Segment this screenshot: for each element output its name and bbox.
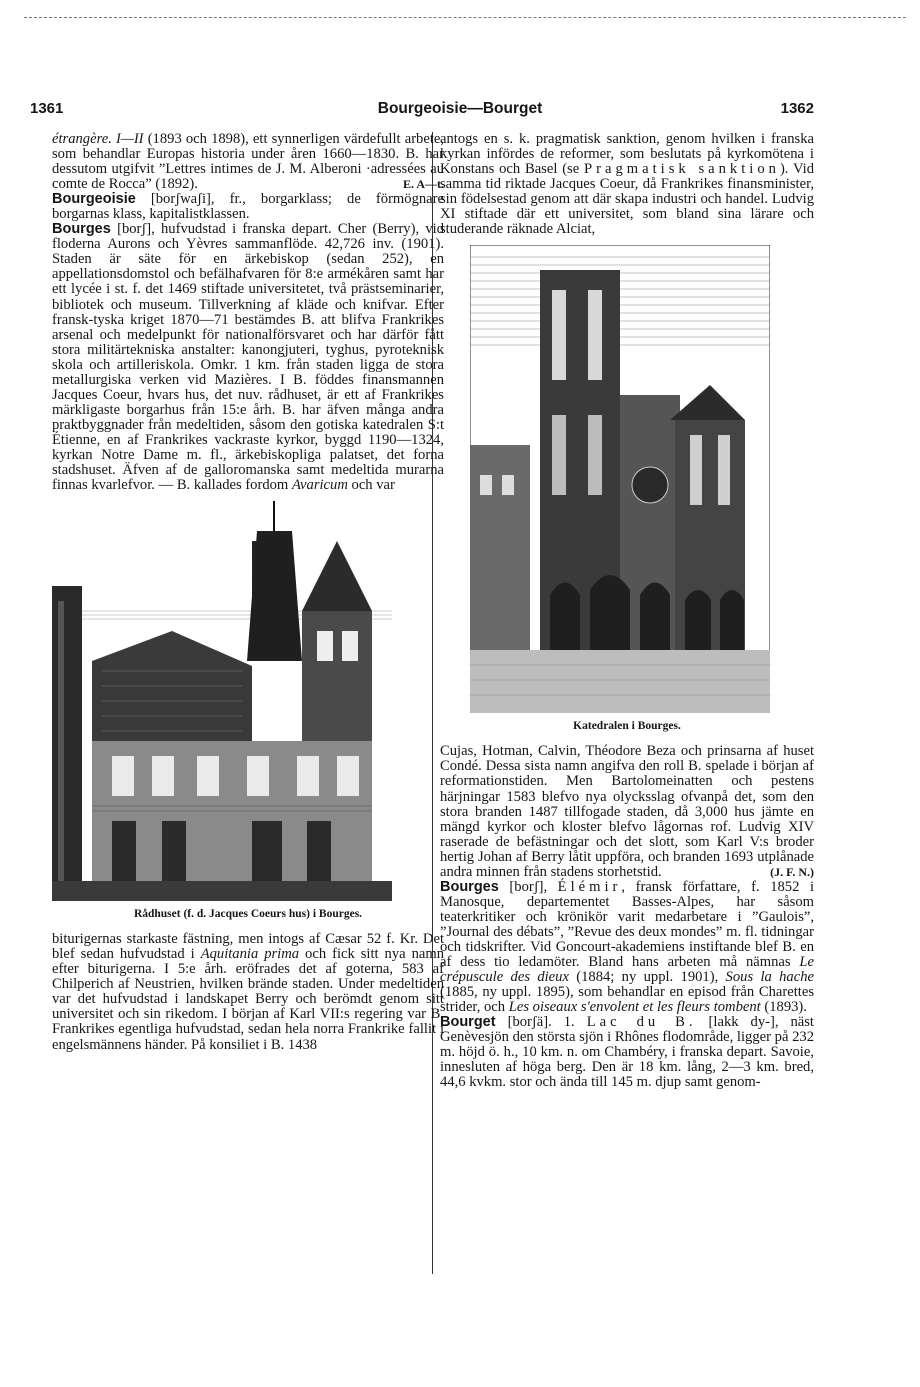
- headword-bourges: Bourges: [52, 221, 111, 238]
- paragraph-text: Cujas, Hotman, Calvin, Théodore Beza och prinsarna af huset Condé. Dessa sista namn angifva den roll B. spelade i början af reformationstiden. Men Bartolomeinatten och pestens härjningar 1583 blefvo nya olycksslag ofvanpå det, som den stora branden 1487 tillfogade staden, då 3,000 hus jämte en mängd kyrkor och kloster blefvo lågornas rof. Ludvig XIV raserade de befästningar och det slott, som Karl V:s broder hertig Johan af Berry låtit uppföra, och branden 1693 utplånade andra minnen från stadens storhetstid.: [440, 743, 814, 880]
- work-title-italic: Sous la hache: [725, 969, 814, 986]
- left-column: [52, 132, 444, 1053]
- headword-bourget: Bourget: [440, 1014, 496, 1031]
- headword-bourges-elemir: Bourges: [440, 878, 499, 895]
- latin-name-italic: Avaricum: [291, 477, 348, 494]
- katedralen-engraving-image: [470, 245, 770, 713]
- work-title-italic: Le crépuscule des dieux: [440, 954, 814, 986]
- book-title-italic: étrangère. I—II: [52, 131, 144, 147]
- entry-text: (1893).: [764, 999, 807, 1016]
- entry-bourges-author: [440, 880, 814, 1015]
- entry-bourget: [440, 1015, 814, 1090]
- paragraph-text: antogs en s. k. pragmatisk sanktion, genom hvilken i franska kyrkan infördes de reformer, som beslutats på kyrkomötena i Konstans och Basel (se: [440, 131, 814, 178]
- subentry-spaced: Lac du B.: [586, 1014, 697, 1031]
- entry-text: (1885, ny uppl. 1895), som behandlar en episod från Charettes strider, och: [440, 984, 814, 1016]
- author-signature: E. A—t.: [402, 177, 444, 192]
- paragraph-cujas: [440, 744, 814, 879]
- paragraph-text: och fick sitt nya namn efter biturigerna. I 5:e årh. eröfrades det af goterna, 583 af Chilperich af Neustrien, hvilken brände staden. Under medeltiden var det hufvudstad i landskapet Berry och berömdt genom sitt universitet och sin rikedom. I början af Karl VII:s regering var B. Frankrikes egentliga hufvudstad, sedan hela norra Frankrike fallit i engelsmännens händer. På konsiliet i B. 1438: [52, 946, 444, 1053]
- right-column: [440, 132, 814, 1090]
- paragraph-etrangere: [52, 132, 444, 192]
- page-number-left: 1361: [30, 100, 64, 117]
- entry-bourges-city: [52, 222, 444, 493]
- figure-radhuset: [52, 501, 444, 922]
- latin-term-italic: Aquitania prima: [200, 946, 300, 963]
- page-number-right: 1362: [780, 100, 814, 117]
- headword-bourgeoisie: Bourgeoisie: [52, 191, 136, 208]
- figure-caption-radhuset: Rådhuset (f. d. Jacques Coeurs hus) i Bourges.: [133, 908, 363, 921]
- entry-text: [borʃwaʃi], fr., borgarklass; de förmögnare borgarnas klass, kapitalistklassen.: [52, 191, 444, 223]
- paragraph-pragmatisk: [440, 132, 814, 237]
- entry-text: (1884; ny uppl. 1901),: [576, 969, 719, 986]
- work-title-italic: Les oiseaux s'envolent et les fleurs tombent: [508, 999, 761, 1016]
- entry-text: och var: [351, 477, 395, 494]
- entry-text: [lakk dy-], näst Genèvesjön den största sjön i Rhônes flodområde, ligger på 232 m. höjd ö. h., 10 km. n. om Chambéry, i franska depart. Savoie, innesluten af höga berg. Den är 18 km. lång, 2—3 km. bred, 44,6 kvkm. stor och ända till 145 m. djup samt genom-: [440, 1014, 814, 1091]
- page-title: Bourgeoisie—Bourget: [377, 100, 543, 117]
- paragraph-text: biturigernas starkaste fästning, men intogs af Cæsar 52 f. Kr. Det blef sedan hufvudstad i: [52, 931, 444, 963]
- paragraph-biturigerna: [52, 932, 444, 1052]
- paragraph-text: ). Vid samma tid riktade Jacques Coeur, då Frankrikes finansminister, sin födelsestad genom att där skapa industri och handel. Ludvig XI stiftade där ett universitet, som bland sina lärare och studerande räknade Alciat,: [440, 161, 814, 238]
- figure-katedralen: [470, 245, 814, 734]
- top-rule: [24, 17, 906, 18]
- figure-caption-katedralen: Katedralen i Bourges.: [573, 720, 681, 733]
- pronunciation: [borʃ],: [509, 878, 548, 895]
- forename-spaced: Élémir: [557, 878, 622, 895]
- radhuset-engraving-image: [52, 501, 392, 901]
- entry-text: , fransk författare, f. 1852 i Manosque, departementet Basses-Alpes, har såsom teaterkritiker och krönikör varit medarbetare i ”Gaulois”, ”Journal des débats”, ”Revue des deux mondes” m. fl. tidningar och tidskrifter. Vid Goncourt-akademiens instiftande blef B. en af dess tio ledamöter. Bland hans arbeten må nämnas: [440, 878, 815, 971]
- entry-bourgeoisie: [52, 192, 444, 222]
- entry-text: [borʃ], hufvudstad i franska depart. Cher (Berry), vid floderna Aurons och Yèvres sammanflöde. 42,726 inv. (1901). Staden är säte för en ärkebiskop (sedan 252), en appellationsdomstol och befälhafvaren för 8:e armékåren samt har ett lycée i st. f. det 1469 stiftade universitetet, två prästseminarier, bibliotek och museum. Tillverkning af kläde och knifvar. Efter fransk-tyska kriget 1870—71 bestämdes B. att blifva Frankrikes arsenal och medelpunkt för nationalförsvaret och har därför fått stora militärtekniska anstalter: kanongjuteri, tyghus, pyroteknisk skola och artilleriskola. Omkr. 1 km. från staden ligga de stora metallurgiska verken vid Mazières. I B. föddes finansmannen Jacques Coeur, hvars hus, det nuv. rådhuset, är ett af Frankrikes märkligaste borgarhus från 15:e årh. B. har äfven många andra praktbyggnader från medeltiden, såsom den gotiska katedralen S:t Étienne, en af Frankrikes vackraste kyrkor, byggd 1190—1324, kyrkan Notre Dame m. fl., ärkebiskopliga palatset, det forna stadshuset. Äfven af de galloromanska samt medeltida murarna finnas kvarlefvor. — B. kallades fordom: [52, 221, 444, 494]
- author-signature: (J. F. N.): [770, 864, 814, 879]
- paragraph-text: (1893 och 1898), ett synnerligen värdefullt arbete, som behandlar Europas historia under åren 1660—1830. B. har dessutom utgifvit ”Lettres intimes de J. M. Alberoni ·adressées au comte de Rocca” (1892).: [52, 131, 445, 193]
- cross-reference-spaced: Pragmatisk sanktion: [584, 161, 780, 178]
- pronunciation: [borʃä]. 1.: [507, 1014, 575, 1031]
